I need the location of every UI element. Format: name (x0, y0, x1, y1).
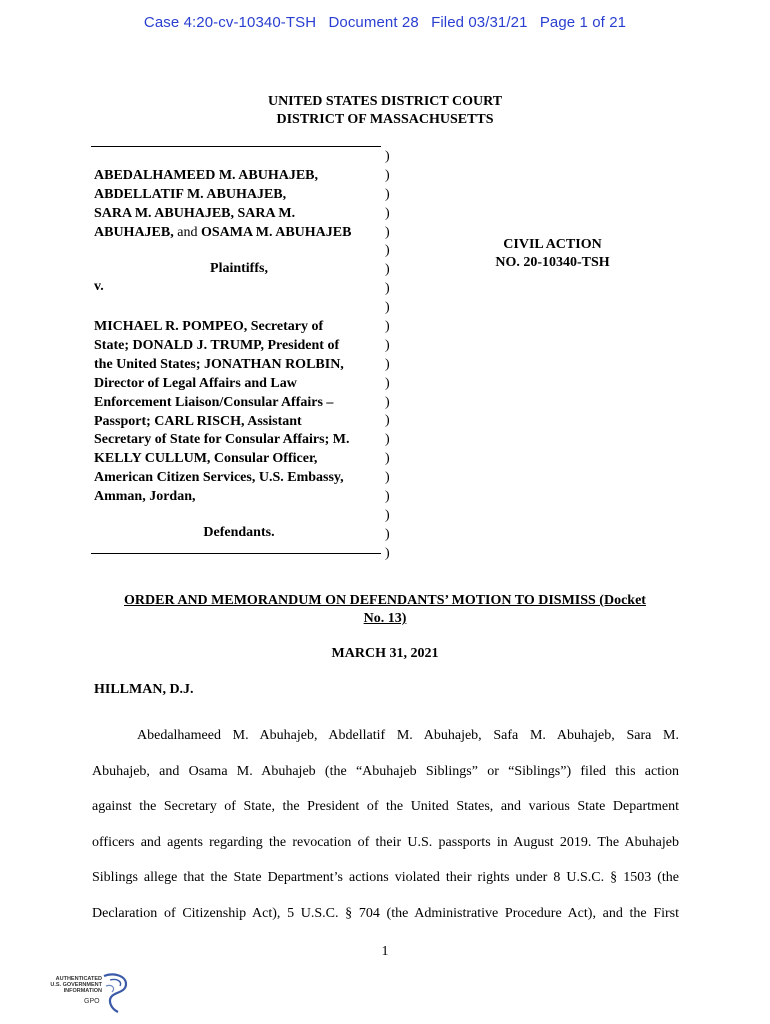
defendant-line: Passport; CARL RISCH, Assistant (94, 413, 302, 429)
plaintiff-line: SARA M. ABUHAJEB, SARA M. (94, 205, 296, 221)
caption-paren: ) (385, 224, 390, 240)
caption-paren: ) (385, 337, 390, 353)
caption-paren: ) (385, 205, 390, 221)
gpo-seal-text (42, 976, 102, 995)
caption-paren: ) (385, 432, 390, 448)
caption-parentheses (385, 148, 390, 564)
caption-paren: ) (385, 356, 390, 372)
opinion-body (92, 718, 679, 931)
caption-paren: ) (385, 262, 390, 278)
defendant-line: Secretary of State for Consular Affairs; M. (94, 432, 350, 448)
plaintiff-line (94, 224, 384, 243)
defendant-line: MICHAEL R. POMPEO, Secretary of (94, 319, 324, 334)
caption-paren: ) (385, 489, 390, 505)
plaintiff-conjunction: and (177, 224, 198, 240)
body-line: Declaration of Citizenship Act), 5 U.S.C. § 704 (the Administrative Procedure Act), and the First (92, 905, 679, 921)
caption-paren: ) (385, 243, 390, 259)
body-line: Abedalhameed M. Abuhajeb, Abdellatif M. Abuhajeb, Safa M. Abuhajeb, Sara M. (137, 728, 679, 743)
caption-paren: ) (385, 149, 390, 164)
eagle-icon (100, 972, 130, 1016)
defendant-line: Enforcement Liaison/Consular Affairs – (94, 394, 334, 410)
caption-paren: ) (385, 470, 390, 486)
civil-action-block (470, 236, 635, 272)
defendant-line: KELLY CULLUM, Consular Officer, (94, 451, 318, 467)
page-number: 1 (381, 944, 389, 959)
plaintiff-line: ABDELLATIF M. ABUHAJEB, (94, 186, 287, 202)
caption-paren: ) (385, 281, 390, 297)
defendant-line: American Citizen Services, U.S. Embassy, (94, 470, 344, 486)
caption-paren: ) (385, 375, 390, 391)
defendant-line: State; DONALD J. TRUMP, President of (94, 337, 340, 353)
civil-action-number: NO. 20-10340-TSH (495, 255, 610, 270)
body-line: officers and agents regarding the revocation of their U.S. passports in August 2019. The Abuhajeb (92, 834, 679, 850)
order-title-line: No. 13) (363, 611, 407, 626)
defendants-label: Defendants. (203, 525, 275, 540)
gpo-label: GPO (84, 998, 100, 1005)
versus: v. (94, 279, 104, 294)
caption-paren: ) (385, 300, 390, 316)
case-header-stamp (0, 14, 770, 31)
document-number: Document 28 (328, 14, 419, 31)
court-name: UNITED STATES DISTRICT COURT (267, 94, 503, 109)
plaintiffs-label: Plaintiffs, (210, 261, 268, 276)
caption-paren: ) (385, 413, 390, 429)
caption-paren: ) (385, 167, 390, 183)
case-number: Case 4:20-cv-10340-TSH (143, 14, 317, 31)
plaintiff-name: ABUHAJEB, (94, 224, 174, 240)
body-line: against the Secretary of State, the President of the United States, and various State Department (92, 799, 679, 814)
plaintiffs-block (94, 167, 384, 243)
caption-rule-top (91, 146, 381, 147)
court-heading (0, 93, 770, 129)
gpo-seal-line: U.S. GOVERNMENT (50, 982, 102, 989)
civil-action-label: CIVIL ACTION (503, 237, 602, 252)
defendant-line: the United States; JONATHAN ROLBIN, (94, 356, 344, 372)
gpo-seal-line: INFORMATION (63, 988, 102, 995)
defendants-block (94, 318, 376, 507)
order-title (95, 592, 675, 628)
caption-paren: ) (385, 186, 390, 202)
plaintiff-name: OSAMA M. ABUHAJEB (200, 224, 352, 240)
page-indicator: Page 1 of 21 (539, 14, 627, 31)
order-date: MARCH 31, 2021 (331, 646, 439, 661)
caption-paren: ) (385, 545, 390, 561)
order-title-line: ORDER AND MEMORANDUM ON DEFENDANTS’ MOTION TO DISMISS (Docket (124, 593, 646, 608)
gpo-authentication-seal (42, 972, 132, 1018)
caption-paren: ) (385, 526, 390, 542)
body-line: Siblings allege that the State Department’s actions violated their rights under 8 U.S.C. § 1503 (the (92, 870, 679, 885)
body-line: Abuhajeb, and Osama M. Abuhajeb (the “Abuhajeb Siblings” or “Siblings”) filed this action (92, 763, 679, 779)
court-district: DISTRICT OF MASSACHUSETTS (276, 112, 494, 127)
judge-name: HILLMAN, D.J. (94, 682, 194, 697)
caption-paren: ) (385, 394, 390, 410)
caption-paren: ) (385, 319, 390, 335)
caption-paren: ) (385, 507, 390, 523)
defendant-line: Amman, Jordan, (94, 489, 196, 505)
plaintiff-line: ABEDALHAMEED M. ABUHAJEB, (94, 168, 319, 183)
caption-rule-bottom (91, 553, 381, 554)
gpo-seal-line: AUTHENTICATED (55, 976, 102, 982)
caption-paren: ) (385, 451, 390, 467)
filed-date: Filed 03/31/21 (431, 14, 528, 31)
defendant-line: Director of Legal Affairs and Law (94, 375, 297, 391)
